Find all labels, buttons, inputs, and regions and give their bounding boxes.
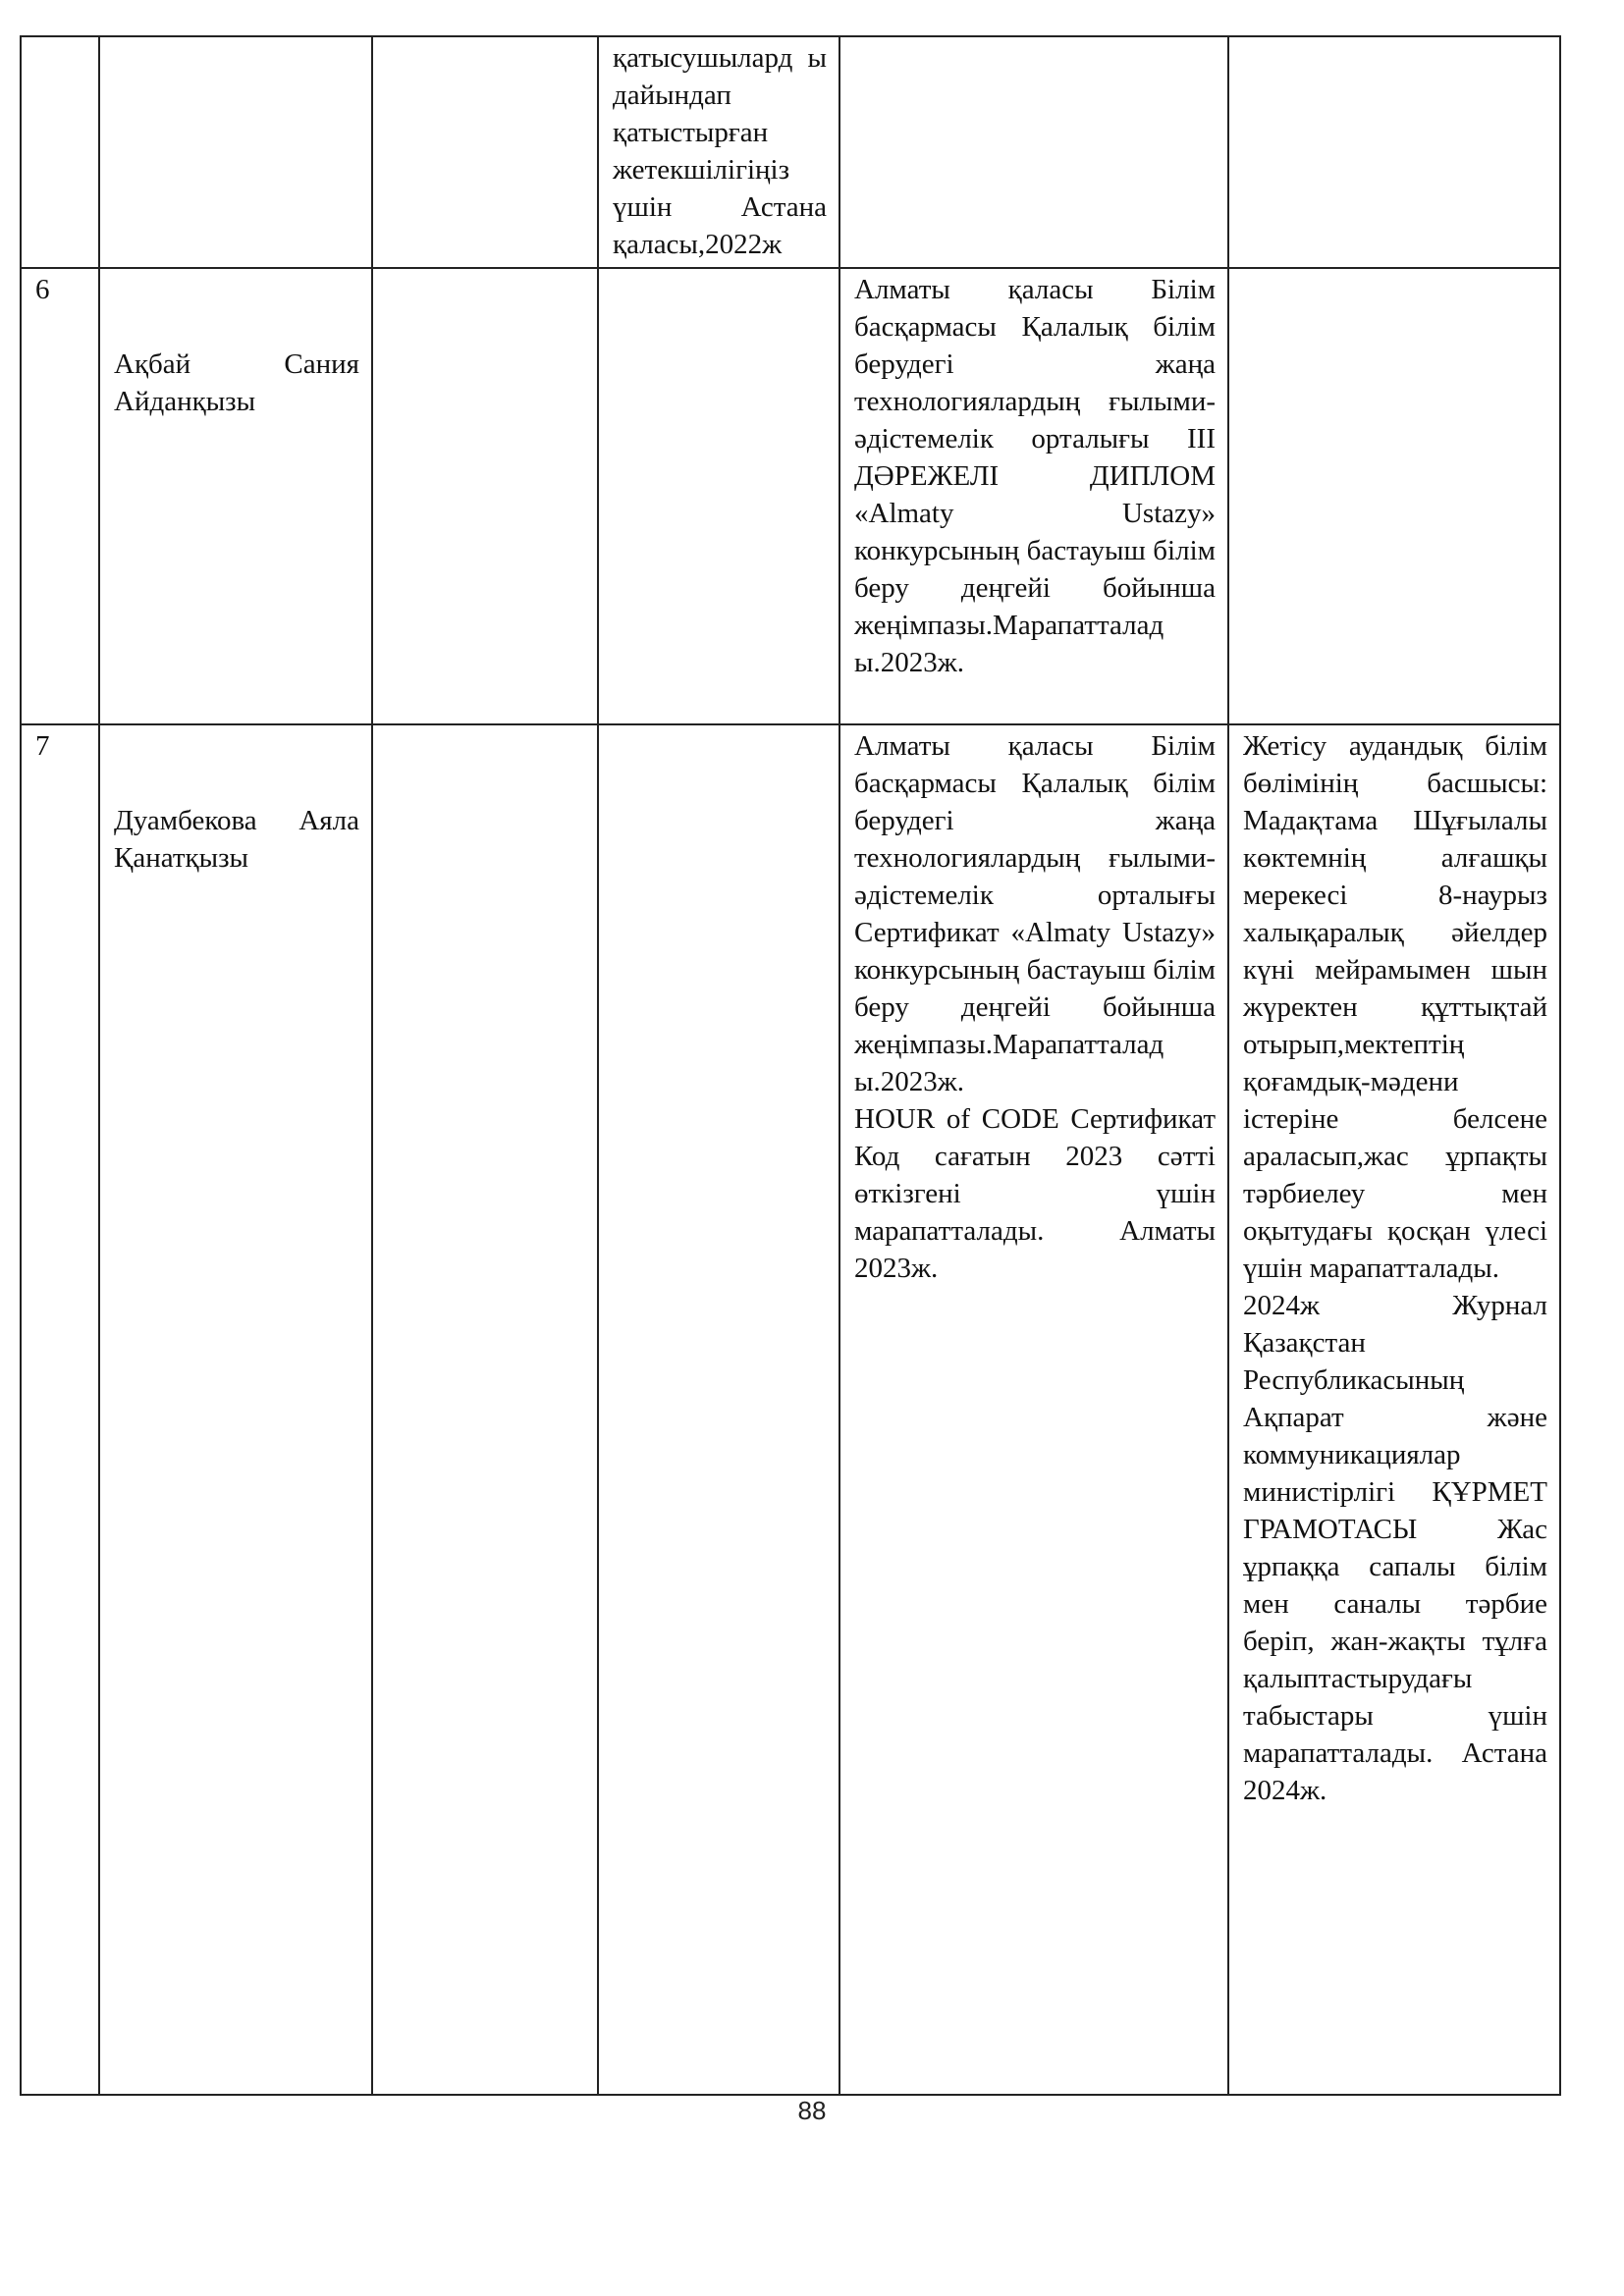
cell-col4 bbox=[598, 724, 839, 2095]
award-ministry-honor-certificate: 2024ж Журнал Қазақстан Республикасының Ақпарат және коммуникациялар министірлігі ҚҰРМЕТ ГРАМОТАСЫ Жас ұрпаққа сапалы білім мен саналы тәрбие беріп, жан-жақты тұлға қалыптастырудағы табыстары үшін марапатталады. Астана 2024ж. bbox=[1243, 1290, 1547, 1806]
cell-name bbox=[99, 724, 372, 2095]
cell-col4 bbox=[598, 268, 839, 724]
cell-col5 bbox=[839, 724, 1228, 2095]
award-hour-of-code: HOUR of CODE Сертификат Код сағатын 2023 сәтті өткізгені үшін марапатталады. Алматы 2023ж. bbox=[854, 1103, 1216, 1284]
cell-col5 bbox=[839, 36, 1228, 268]
award-district-commendation: Жетісу аудандық білім бөлімінің басшысы: Мадақтама Шұғылалы көктемнің алғашқы мерекесі 8-наурыз халықаралық әйелдер күні мейрамымен шын жүректен құттықтай отырып,мектептің қоғамдық-мәдени істеріне белсене араласып,жас ұрпақты тәрбиелеу мен оқытудағы қосқан үлесі үшін марапатталады. bbox=[1243, 730, 1547, 1284]
table-row bbox=[21, 268, 1560, 724]
cell-number: 7 bbox=[21, 724, 99, 2095]
cell-col6 bbox=[1228, 268, 1560, 724]
cell-name bbox=[99, 36, 372, 268]
award-almaty-ustazy-certificate: Алматы қаласы Білім басқармасы Қалалық білім берудегі жаңа технологиялардың ғылыми-әдістемелік орталығы Сертификат «Almaty Ustazy» конкурсының бастауыш білім беру деңгейі бойынша жеңімпазы.Марапатталад ы.2023ж. bbox=[854, 730, 1216, 1097]
cell-col6 bbox=[1228, 724, 1560, 2095]
participant-name: Ақбай Сания Айданқызы bbox=[114, 348, 359, 417]
cell-col6 bbox=[1228, 36, 1560, 268]
cell-col4: қатысушылард ы дайындап қатыстырған жетекшілігіңіз үшін Астана қаласы,2022ж bbox=[598, 36, 839, 268]
table-row bbox=[21, 36, 1560, 268]
cell-col3 bbox=[372, 724, 598, 2095]
cell-number: 6 bbox=[21, 268, 99, 724]
cell-col5: Алматы қаласы Білім басқармасы Қалалық білім берудегі жаңа технологиялардың ғылыми-әдістемелік орталығы ІІІ ДӘРЕЖЕЛІ ДИПЛОМ «Almaty Ustazy» конкурсының бастауыш білім беру деңгейі бойынша жеңімпазы.Марапатталад ы.2023ж. bbox=[839, 268, 1228, 724]
cell-col3 bbox=[372, 268, 598, 724]
table-row bbox=[21, 724, 1560, 2095]
awards-table bbox=[20, 35, 1561, 2096]
cell-name bbox=[99, 268, 372, 724]
cell-number bbox=[21, 36, 99, 268]
page-number: 88 bbox=[797, 2096, 827, 2125]
cell-col3 bbox=[372, 36, 598, 268]
participant-name: Дуамбекова Аяла Қанатқызы bbox=[114, 805, 359, 874]
